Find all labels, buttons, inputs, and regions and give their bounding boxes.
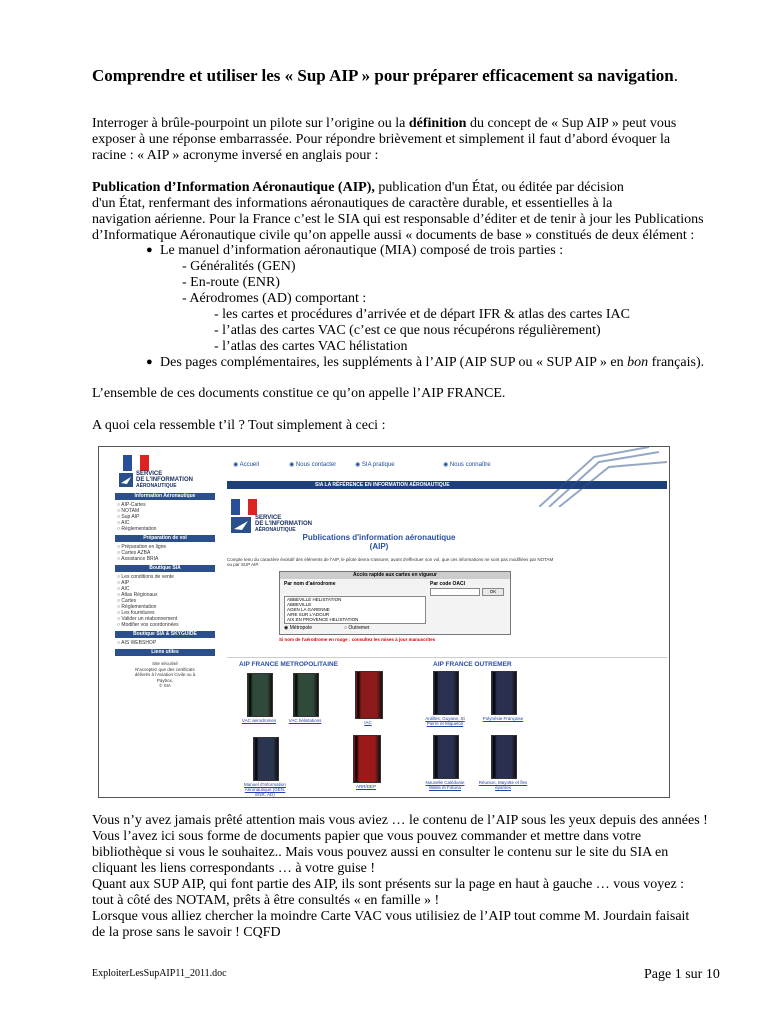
divider xyxy=(227,657,667,658)
paragraph-line: d'un État, renfermant des informations aéronautiques de caractère durable, et essentielles à la xyxy=(92,196,613,211)
sidebar-section-header: Boutique SIA xyxy=(115,565,215,572)
aip-book-link[interactable]: IAC xyxy=(364,720,372,725)
aip-book-image[interactable] xyxy=(433,735,459,779)
sidebar-link[interactable]: ○ Assistance BRIA xyxy=(117,556,159,562)
sia-main-logo-text: SERVICE DE L'INFORMATION AÉRONAUTIQUE xyxy=(255,515,312,533)
sidebar-link[interactable]: ○ Les conditions de vente xyxy=(117,574,174,580)
paragraph-line: Publication d’Information Aéronautique (AIP), publication d'un État, ou éditée par décision xyxy=(92,180,624,195)
sia-logo-icon xyxy=(231,517,251,533)
aip-book-image[interactable] xyxy=(353,735,381,783)
paragraph-line: navigation aérienne. Pour la France c’est le SIA qui est responsable d’éditer et de tenir à jour les Publications xyxy=(92,212,704,227)
aerodrome-option[interactable]: ABBEVILLE xyxy=(287,602,312,607)
radio-outremer[interactable]: ○ Outremer xyxy=(344,625,370,631)
secure-site-note: Site sécurisé N'acceptez que des certificats délivrés à l'Aviation Civile ou à Paybox. © SIA xyxy=(134,661,196,688)
sidebar-link[interactable]: ○ Réglementation xyxy=(117,604,157,610)
sub-item: - Généralités (GEN) xyxy=(182,259,296,274)
bullet-icon: ● xyxy=(146,356,153,368)
sia-website-screenshot xyxy=(98,446,670,798)
aip-book-link[interactable]: Nouvelle Calédonie Wallis et Futuna xyxy=(425,780,465,790)
paragraph-line: Vous n’y avez jamais prêté attention mais vous aviez … le contenu de l’AIP sous les yeux depuis des années ! xyxy=(92,813,708,828)
quick-access-title: Accès rapide aux cartes en vigueur xyxy=(280,572,510,579)
footer-filename: ExploiterLesSupAIP11_2011.doc xyxy=(92,968,227,979)
sidebar-section-header: Boutique SIA & SKYGUIDE xyxy=(115,631,215,638)
main-page-title: Publications d'information aéronautique (AIP) xyxy=(302,533,456,551)
bullet-icon: ● xyxy=(146,244,153,256)
sidebar-link[interactable]: ○ Réglementation xyxy=(117,526,157,532)
warning-text: Compte tenu du caractère évolutif des éléments de l'AIP, le pilote devra s'assurer, avant d'effectuer son vol, que ces informations ne sont pas modifiées par NOTAM ou par SUP AIP. xyxy=(227,557,554,567)
sidebar-link[interactable]: ○ AIP-Cartes xyxy=(117,502,146,508)
sidebar-link[interactable]: ○ Cartes xyxy=(117,598,137,604)
sidebar-link[interactable]: ○ AIC xyxy=(117,520,130,526)
aerodrome-list[interactable] xyxy=(284,596,426,624)
aip-book-link[interactable]: VAC hélistations xyxy=(288,718,322,723)
sidebar-section-header: Liens utiles xyxy=(115,649,215,656)
sidebar-section-header: Préparation de vol xyxy=(115,535,215,542)
paragraph-line: de la prose sans le savoir ! CQFD xyxy=(92,925,281,940)
sia-logo-text: SERVICE DE L'INFORMATION AÉRONAUTIQUE xyxy=(136,471,193,489)
paragraph-line: L’ensemble de ces documents constitue ce qu’on appelle l’AIP FRANCE. xyxy=(92,386,506,401)
aip-book-link[interactable]: Réunion, Mayotte et îles éparses xyxy=(478,780,528,790)
paragraph-line: exposer à une réponse embarrassée. Pour répondre brièvement et simplement il faut d’abord évoquer la xyxy=(92,132,671,147)
aip-book-link[interactable]: Manuel d'Information Aéronautique (GEN, ENR, AD) xyxy=(244,782,286,797)
document-title: Comprendre et utiliser les « Sup AIP » pour préparer efficacement sa navigation. xyxy=(92,66,679,85)
ok-button[interactable]: OK xyxy=(482,588,504,596)
aerodrome-option[interactable]: AGEN LA GARENNE xyxy=(287,607,330,612)
sia-logo-icon xyxy=(119,473,133,487)
bullet-text: Des pages complémentaires, les suppléments à l’AIP (AIP SUP ou « SUP AIP » en bon français). xyxy=(160,355,705,370)
paragraph-line: d’Informatique Aéronautique civile qu’on appelle aussi « documents de base » constitués de deux élément : xyxy=(92,228,695,243)
sidebar-link[interactable]: ○ NOTAM xyxy=(117,508,140,514)
paragraph-line: Lorsque vous alliez chercher la moindre Carte VAC vous utilisiez de l’AIP tout comme M. Jourdain faisait xyxy=(92,909,690,924)
sub-sub-item: - l’atlas des cartes VAC hélistation xyxy=(214,339,408,354)
sidebar-link[interactable]: ○ AIC xyxy=(117,586,130,592)
sidebar-link[interactable]: ○ Préparation en ligne xyxy=(117,544,167,550)
metro-section-title: AIP FRANCE METROPOLITAINE xyxy=(239,661,339,668)
paragraph-line: Vous l’avez ici sous forme de documents papier que vous pouvez commander et mettre dans votre xyxy=(92,829,642,844)
paragraph-line: cliquant les liens correspondants … à votre guise ! xyxy=(92,861,376,876)
aip-book-image[interactable] xyxy=(293,673,319,717)
sub-item: - Aérodromes (AD) comportant : xyxy=(182,291,367,306)
aerodrome-option[interactable]: ABBEVILLE HELISTATION xyxy=(287,597,342,602)
aip-book-image[interactable] xyxy=(491,735,517,779)
col-name-label: Par nom d'aérodrome xyxy=(284,581,336,587)
quick-access-box xyxy=(279,571,511,635)
aip-book-image[interactable] xyxy=(433,671,459,715)
paragraph-line: racine : « AIP » acronyme inversé en anglais pour : xyxy=(92,148,379,163)
aip-book-link[interactable]: Antilles, Guyane, St Pierre et Miquelon xyxy=(425,716,465,726)
footer-page-number: Page 1 sur 10 xyxy=(644,967,720,982)
paragraph-line: bibliothèque si vous le souhaitez.. Mais vous pouvez aussi en consulter le contenu sur le site du SIA en xyxy=(92,845,669,860)
sub-sub-item: - les cartes et procédures d’arrivée et de départ IFR & atlas des cartes IAC xyxy=(214,307,630,322)
sidebar-link[interactable]: ○ Sup AIP xyxy=(117,514,140,520)
aerodrome-option[interactable]: AIRE SUR L'ADOUR xyxy=(287,612,330,617)
paragraph-line: tout à côté des NOTAM, prêts à être consultés « en famille » ! xyxy=(92,893,440,908)
republique-flag-icon xyxy=(123,455,149,471)
sia-banner: SIA LA RÉFÉRENCE EN INFORMATION AÉRONAUTIQUE xyxy=(227,481,667,489)
aip-book-link[interactable]: ARR/DEP xyxy=(355,784,376,789)
aip-book-image[interactable] xyxy=(247,673,273,717)
outremer-section-title: AIP FRANCE OUTREMER xyxy=(433,661,512,668)
aip-book-link[interactable]: VAC aérodromes xyxy=(241,718,277,723)
aip-book-image[interactable] xyxy=(253,737,279,781)
aip-book-link[interactable]: Polynésie Française xyxy=(482,716,524,721)
bullet-text: Le manuel d’information aéronautique (MIA) composé de trois parties : xyxy=(160,243,564,258)
sidebar-link[interactable]: ○ AIS WEBSHOP xyxy=(117,640,157,646)
col-code-label: Par code OACI xyxy=(430,581,466,587)
sidebar-link[interactable]: ○ Cartes AZBA xyxy=(117,550,151,556)
sub-sub-item: - l’atlas des cartes VAC (c’est ce que nous récupérons régulièrement) xyxy=(214,323,601,338)
oaci-code-input[interactable] xyxy=(430,588,480,596)
red-note: Si nom de l'aérodrome en rouge : consultez les mises à jour manuscrites xyxy=(279,637,436,642)
sidebar-section-header: Information Aéronautique xyxy=(115,493,215,500)
sidebar-link[interactable]: ○ Valider un réabonnement xyxy=(117,616,178,622)
nav-nous-connaitre[interactable]: ◉ Nous connaître xyxy=(443,462,491,468)
paragraph-line: Quant aux SUP AIP, qui font partie des AIP, ils sont présents sur la page en haut à gauche … vous voyez : xyxy=(92,877,685,892)
sidebar-link[interactable]: ○ Modifier vos coordonnées xyxy=(117,622,179,628)
sidebar-link[interactable]: ○ Les fournitures xyxy=(117,610,155,616)
paragraph-line: Interroger à brûle-pourpoint un pilote sur l’origine ou la définition du concept de « Sup AIP » peut vous xyxy=(92,116,677,131)
nav-accueil[interactable]: ◉ Accueil xyxy=(233,462,259,468)
sub-item: - En-route (ENR) xyxy=(182,275,280,290)
nav-sia-pratique[interactable]: ◉ SIA pratique xyxy=(355,462,395,468)
banner-arrows-decoration xyxy=(539,447,667,507)
paragraph-line: A quoi cela ressemble t’il ? Tout simplement à ceci : xyxy=(92,418,386,433)
aip-book-image[interactable] xyxy=(491,671,517,715)
republique-flag-icon xyxy=(231,499,257,515)
sidebar-link[interactable]: ○ AIP xyxy=(117,580,130,586)
radio-metropole[interactable]: ◉ Métropole xyxy=(284,625,312,631)
sidebar-link[interactable]: ○ Atlas Régionaux xyxy=(117,592,158,598)
nav-nous-contacter[interactable]: ◉ Nous contacter xyxy=(289,462,337,468)
aip-book-image[interactable] xyxy=(355,671,383,719)
aerodrome-option[interactable]: AIX EN PROVENCE HELISTATION xyxy=(287,617,359,622)
